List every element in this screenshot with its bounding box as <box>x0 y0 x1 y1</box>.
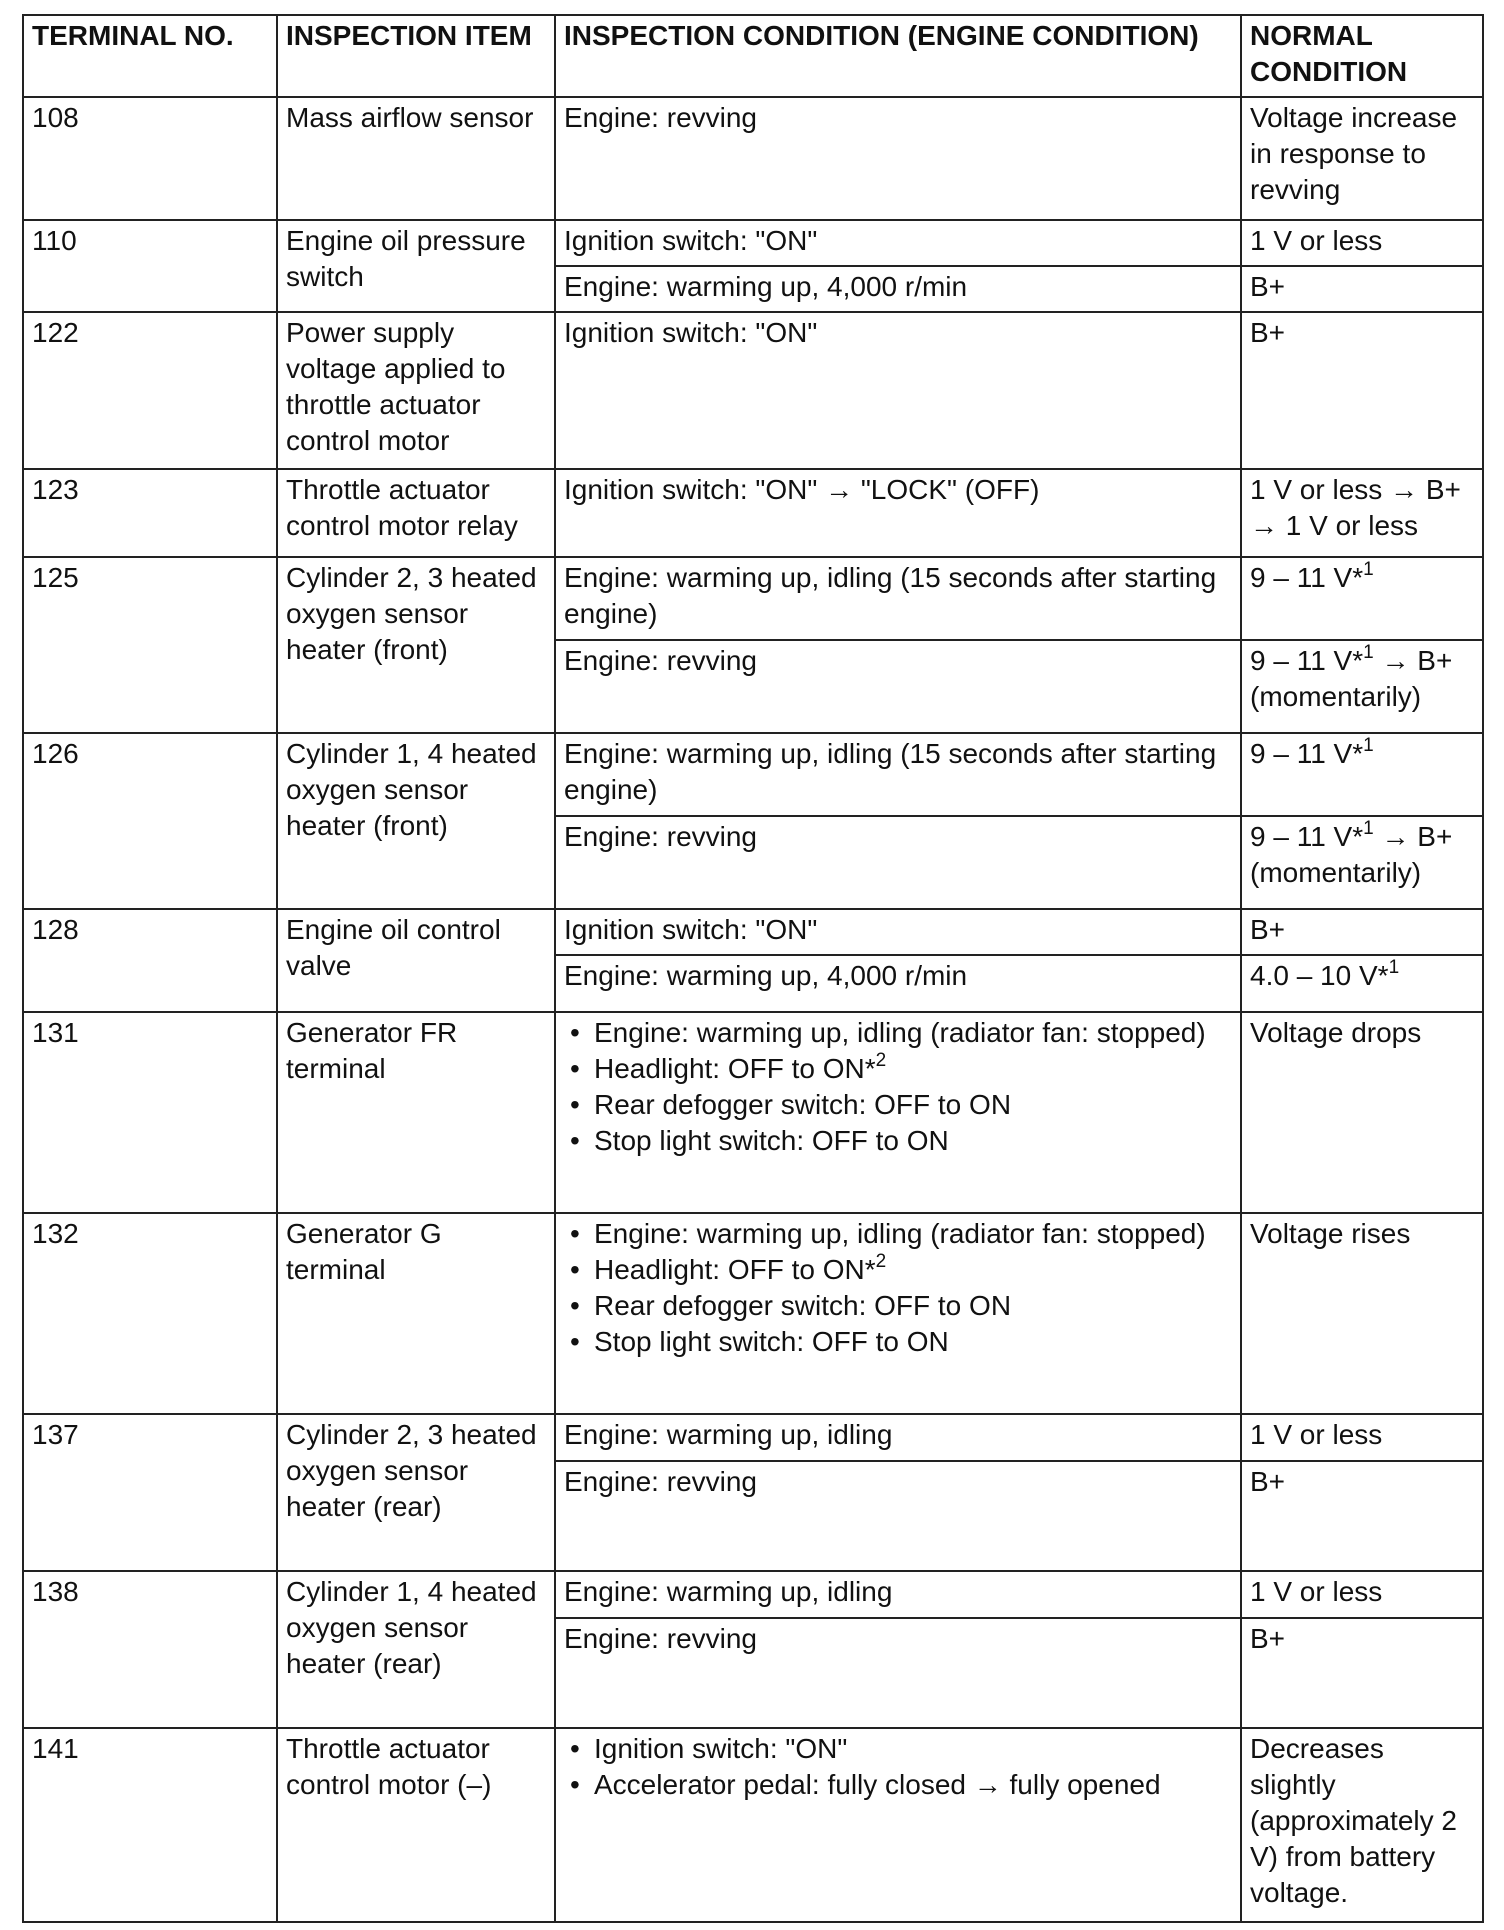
normal-cell: 1 V or less → B+ → 1 V or less <box>1241 469 1483 557</box>
normal-cell <box>1241 816 1483 909</box>
terminal-cell: 132 <box>23 1213 277 1414</box>
table-row <box>23 1728 1483 1922</box>
list-item: • Ignition switch: "ON" <box>594 1731 1232 1767</box>
header-row <box>23 15 1483 97</box>
condition-cell: Engine: warming up, 4,000 r/min <box>555 955 1241 1012</box>
list-item: • Engine: warming up, idling (radiator fan: stopped) <box>594 1015 1232 1051</box>
list-item: • Accelerator pedal: fully closed → fully opened <box>594 1767 1232 1803</box>
footnote-marker: 2 <box>875 1251 887 1272</box>
terminal-cell: 138 <box>23 1571 277 1728</box>
terminal-cell: 110 <box>23 220 277 312</box>
item-cell: Engine oil pressure switch <box>277 220 555 312</box>
table-row <box>23 1012 1483 1213</box>
item-cell: Cylinder 2, 3 heated oxygen sensor heater (rear) <box>277 1414 555 1571</box>
footnote-marker: 1 <box>1363 559 1374 580</box>
normal-cell: B+ <box>1241 1461 1483 1571</box>
item-cell: Power supply voltage applied to throttle actuator control motor <box>277 312 555 469</box>
item-cell: Throttle actuator control motor relay <box>277 469 555 557</box>
condition-cell: Engine: revving <box>555 1461 1241 1571</box>
normal-cell <box>1241 733 1483 816</box>
normal-text: 4.0 – 10 V* <box>1250 960 1389 991</box>
terminal-cell: 131 <box>23 1012 277 1213</box>
item-cell: Generator FR terminal <box>277 1012 555 1213</box>
table-row <box>23 97 1483 220</box>
normal-cell: B+ <box>1241 266 1483 312</box>
list-item: • Rear defogger switch: OFF to ON <box>594 1288 1232 1324</box>
list-item <box>594 1252 1232 1288</box>
condition-cell: Engine: revving <box>555 97 1241 220</box>
normal-cell <box>1241 955 1483 1012</box>
condition-cell: Engine: revving <box>555 1618 1241 1728</box>
condition-list <box>564 1015 1232 1159</box>
list-item-text: Headlight: OFF to ON* <box>594 1254 876 1285</box>
normal-cell: 1 V or less <box>1241 220 1483 266</box>
condition-cell <box>555 1728 1241 1922</box>
normal-text: → B+ (momentarily) <box>1250 645 1453 712</box>
condition-cell: Ignition switch: "ON" <box>555 220 1241 266</box>
table-row <box>23 1414 1483 1461</box>
normal-cell: B+ <box>1241 909 1483 955</box>
normal-text: → B+ (momentarily) <box>1250 821 1453 888</box>
condition-cell: Engine: revving <box>555 640 1241 733</box>
normal-cell: Voltage drops <box>1241 1012 1483 1213</box>
condition-cell: Engine: revving <box>555 816 1241 909</box>
list-item: • Stop light switch: OFF to ON <box>594 1123 1232 1159</box>
list-item <box>594 1051 1232 1087</box>
condition-cell: Engine: warming up, 4,000 r/min <box>555 266 1241 312</box>
terminal-cell: 137 <box>23 1414 277 1571</box>
normal-text: 9 – 11 V* <box>1250 562 1364 593</box>
footnote-marker: 2 <box>875 1050 887 1071</box>
normal-cell: Voltage increase in response to revving <box>1241 97 1483 220</box>
table-row <box>23 557 1483 640</box>
list-item: • Rear defogger switch: OFF to ON <box>594 1087 1232 1123</box>
normal-text: 9 – 11 V* <box>1250 738 1364 769</box>
footnote-marker: 1 <box>1363 735 1374 756</box>
condition-list <box>564 1731 1232 1803</box>
condition-cell: Engine: warming up, idling <box>555 1414 1241 1461</box>
condition-cell <box>555 1012 1241 1213</box>
condition-cell: Engine: warming up, idling <box>555 1571 1241 1618</box>
normal-cell: B+ <box>1241 1618 1483 1728</box>
header-item: INSPECTION ITEM <box>277 15 555 97</box>
terminal-cell: 108 <box>23 97 277 220</box>
normal-cell <box>1241 640 1483 733</box>
normal-cell: Voltage rises <box>1241 1213 1483 1414</box>
table-row <box>23 312 1483 469</box>
item-cell: Cylinder 2, 3 heated oxygen sensor heater (front) <box>277 557 555 733</box>
condition-cell: Ignition switch: "ON" <box>555 909 1241 955</box>
item-cell: Cylinder 1, 4 heated oxygen sensor heater (front) <box>277 733 555 909</box>
condition-cell: Ignition switch: "ON" → "LOCK" (OFF) <box>555 469 1241 557</box>
condition-cell <box>555 1213 1241 1414</box>
normal-cell: B+ <box>1241 312 1483 469</box>
normal-cell <box>1241 557 1483 640</box>
condition-cell: Engine: warming up, idling (15 seconds after starting engine) <box>555 733 1241 816</box>
header-terminal: TERMINAL NO. <box>23 15 277 97</box>
footnote-marker: 1 <box>1363 818 1374 839</box>
terminal-cell: 126 <box>23 733 277 909</box>
terminal-cell: 128 <box>23 909 277 1012</box>
normal-cell: 1 V or less <box>1241 1414 1483 1461</box>
table-row <box>23 733 1483 816</box>
item-cell: Cylinder 1, 4 heated oxygen sensor heater (rear) <box>277 1571 555 1728</box>
table-row <box>23 909 1483 955</box>
normal-cell: 1 V or less <box>1241 1571 1483 1618</box>
inspection-table <box>22 14 1484 1923</box>
table-row <box>23 469 1483 557</box>
condition-cell: Engine: warming up, idling (15 seconds after starting engine) <box>555 557 1241 640</box>
table-row <box>23 1571 1483 1618</box>
footnote-marker: 1 <box>1363 642 1374 663</box>
item-cell: Throttle actuator control motor (–) <box>277 1728 555 1922</box>
normal-text: 9 – 11 V* <box>1250 645 1364 676</box>
item-cell: Engine oil control valve <box>277 909 555 1012</box>
table-row <box>23 1213 1483 1414</box>
list-item: • Engine: warming up, idling (radiator fan: stopped) <box>594 1216 1232 1252</box>
condition-cell: Ignition switch: "ON" <box>555 312 1241 469</box>
normal-cell: Decreases slightly (approximately 2 V) from battery voltage. <box>1241 1728 1483 1922</box>
header-condition: INSPECTION CONDITION (ENGINE CONDITION) <box>555 15 1241 97</box>
terminal-cell: 123 <box>23 469 277 557</box>
list-item-text: Headlight: OFF to ON* <box>594 1053 876 1084</box>
terminal-cell: 141 <box>23 1728 277 1922</box>
list-item: • Stop light switch: OFF to ON <box>594 1324 1232 1360</box>
footnote-marker: 1 <box>1388 957 1400 978</box>
item-cell: Generator G terminal <box>277 1213 555 1414</box>
header-normal: NORMAL CONDITION <box>1241 15 1483 97</box>
condition-list <box>564 1216 1232 1360</box>
terminal-cell: 125 <box>23 557 277 733</box>
table-row <box>23 220 1483 266</box>
terminal-cell: 122 <box>23 312 277 469</box>
normal-text: 9 – 11 V* <box>1250 821 1364 852</box>
item-cell: Mass airflow sensor <box>277 97 555 220</box>
